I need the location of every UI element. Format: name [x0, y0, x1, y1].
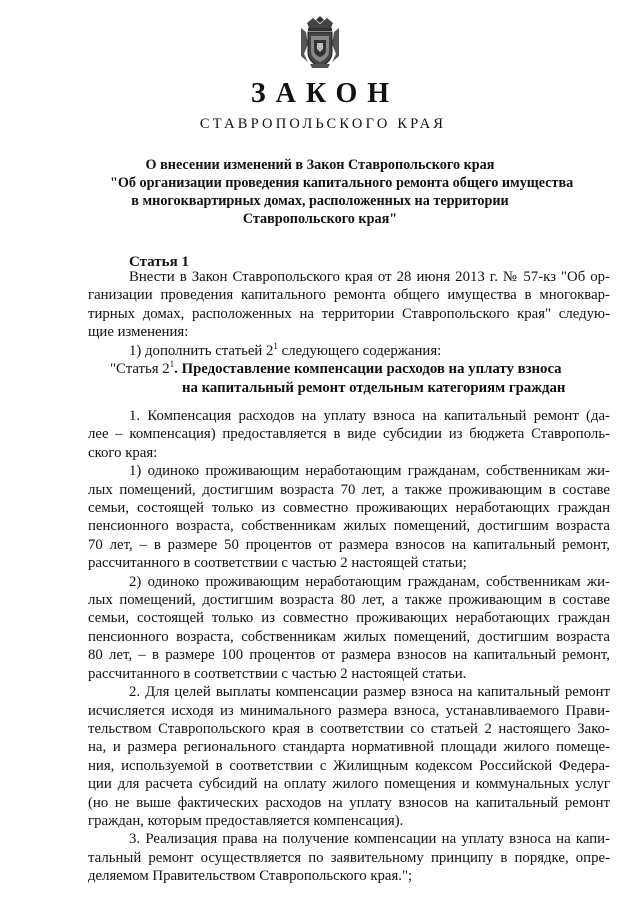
- text-line: 1. Компенсация расходов на уплату взноса на капитальный ремонт (да-: [129, 408, 610, 424]
- text-line: 1) одиноко проживающим неработающим гражданам, собственникам жи-: [129, 463, 610, 480]
- text-line: 3. Реализация права на получение компенсации на уплату взноса на капи-: [129, 831, 610, 848]
- text-line: щие изменения:: [88, 324, 189, 341]
- text-line: граждан, которым предоставляется компенсация).: [88, 812, 404, 829]
- text-line: семьи, состоящей только из совместно проживающих неработающих граждан: [88, 500, 610, 517]
- text-line: рассчитанного в соответствии с частью 2 настоящей статьи.: [88, 665, 467, 682]
- article-intro: [88, 268, 610, 342]
- new-article-body: [88, 407, 610, 886]
- paragraph: [88, 407, 610, 462]
- text-line: ганизации проведения капитального ремонта общего имущества в многоквар-: [88, 287, 610, 304]
- new-article-title-1: . Предоставление компенсации расходов на уплату взноса: [174, 361, 562, 378]
- text-line: семьи, состоящей только из совместно проживающих неработающих граждан: [88, 610, 610, 627]
- text-line: тирных домах, расположенных на территории Ставропольского края" следую-: [88, 305, 610, 322]
- amend-sup: 1: [273, 341, 278, 351]
- amend-prefix: 1) дополнить статьей 2: [129, 343, 274, 359]
- text-line: 2) одиноко проживающим неработающим гражданам, собственникам жи-: [129, 573, 610, 590]
- law-heading: [110, 156, 574, 228]
- text-line: лых помещений, достигшим возраста 70 лет, а также проживающим в составе: [88, 481, 610, 498]
- heading-line: "Об организации проведения капитального ремонта общего имущества: [110, 175, 574, 191]
- text-line: исчисляется исходя из минимального размера взноса, устанавливаемого Прави-: [88, 702, 610, 719]
- text-line: 2. Для целей выплаты компенсации размер взноса на капитальный ремонт: [129, 684, 610, 701]
- text-line: тельством Ставропольского края в соответствии со статьей 2 настоящего Зако-: [88, 720, 610, 737]
- region-title: СТАВРОПОЛЬСКОГО КРАЯ: [199, 116, 447, 132]
- new-article-title-line: [110, 360, 610, 378]
- text-line: ции для расчета субсидий на оплату жилого помещения и коммунальных услуг: [88, 776, 610, 793]
- paragraph: [88, 573, 610, 683]
- text-line: ния, используемой в соответствии с Жилищным кодексом Российской Федера-: [88, 757, 610, 774]
- text-line: лых помещений, достигшим возраста 80 лет, а также проживающим в составе: [88, 592, 610, 609]
- text-line: пенсионного возраста, собственникам жилых помещений, достигшим возраста: [88, 518, 610, 535]
- text-line: рассчитанного в соответствии с частью 2 настоящей статьи;: [88, 555, 467, 572]
- heading-line: Ставропольского края": [242, 211, 398, 227]
- text-line: 80 лет, – в размере 100 процентов от размера взносов на капитальный ремонт,: [88, 647, 610, 664]
- law-title: ЗАКОН: [250, 78, 400, 109]
- text-line: Внести в Закон Ставропольского края от 28 июня 2013 г. № 57-кз "Об ор-: [129, 269, 610, 285]
- text-line: лее – компенсация) предоставляется в виде субсидии из бюджета Ставрополь-: [88, 426, 610, 443]
- heading-line: О внесении изменений в Закон Ставропольского края: [145, 157, 495, 173]
- coat-of-arms-emblem: [298, 14, 342, 70]
- new-article-title-2: на капитальный ремонт отдельным категориям граждан: [182, 379, 566, 396]
- paragraph: [88, 830, 610, 885]
- amend-suffix: следующего содержания:: [277, 343, 442, 359]
- paragraph: [88, 683, 610, 830]
- text-line: пенсионного возраста, собственникам жилых помещений, достигшим возраста: [88, 628, 610, 645]
- text-line: 70 лет, – в размере 50 процентов от размера взносов на капитальный ремонт,: [88, 536, 610, 553]
- new-article-heading: [110, 342, 610, 397]
- heading-line: в многоквартирных домах, расположенных на территории: [131, 193, 509, 209]
- new-article-sup: 1: [169, 359, 175, 370]
- amend-line: [110, 342, 610, 360]
- article-title: Статья 1: [129, 254, 189, 270]
- new-article-prefix: "Статья 2: [110, 361, 170, 378]
- text-line: деляемом Правительством Ставропольского края.";: [88, 868, 413, 885]
- text-line: на, и размера регионального стандарта нормативной площади жилого помеще-: [88, 739, 610, 756]
- text-line: (но не выше фактических расходов на уплату взносов на капитальный ремонт: [88, 794, 610, 811]
- text-line: тальный ремонт осуществляется по заявительному принципу в порядке, опре-: [88, 849, 610, 866]
- paragraph: [88, 462, 610, 572]
- text-line: ского края:: [88, 444, 158, 461]
